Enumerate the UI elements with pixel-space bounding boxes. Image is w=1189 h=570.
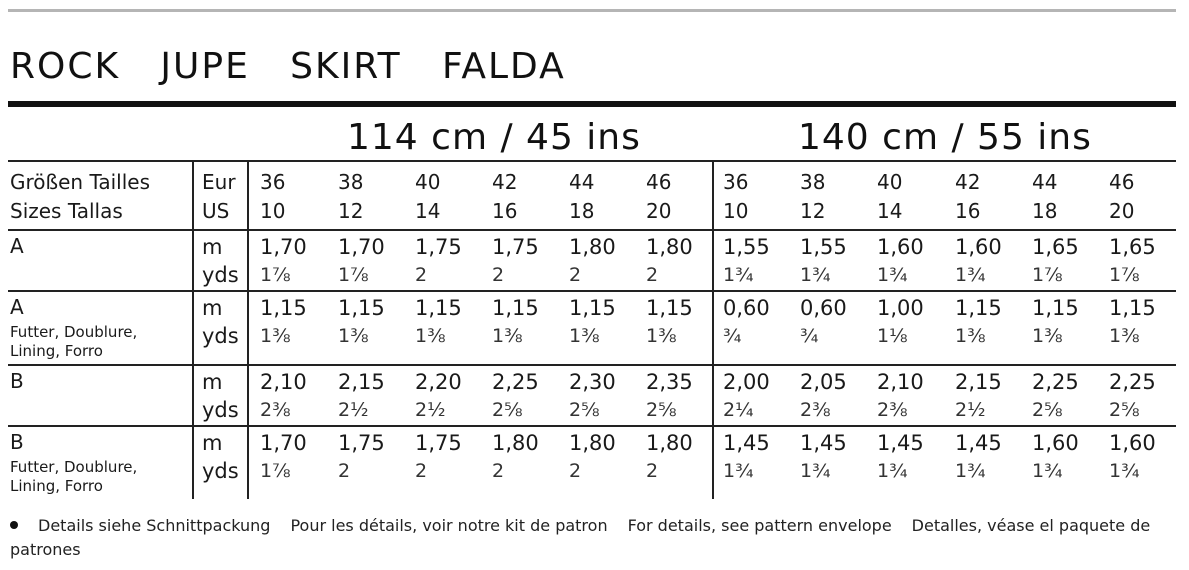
meters-value: 1,80 (492, 431, 539, 455)
meters-value: 1,65 (1032, 235, 1079, 259)
eur-size: 42 (955, 170, 981, 194)
row-sublabel: Futter, Doublure, (10, 458, 138, 476)
title-underline (8, 101, 1176, 107)
meters-value: 1,45 (800, 431, 847, 455)
meters-value: 1,75 (415, 235, 462, 259)
yards-value: 2 (569, 460, 582, 482)
yards-value: 1⅞ (260, 264, 291, 286)
meters-value: 1,75 (415, 431, 462, 455)
meters-value: 1,70 (260, 235, 307, 259)
meters-value: 1,55 (723, 235, 770, 259)
meters-value: 1,15 (260, 296, 307, 320)
yards-value: 1¾ (877, 264, 908, 286)
yards-value: 2 (646, 264, 659, 286)
row-sublabel: Lining, Forro (10, 477, 103, 495)
meters-value: 1,15 (569, 296, 616, 320)
yards-value: 2½ (955, 399, 986, 421)
yards-value: ¾ (723, 325, 742, 347)
meters-value: 2,00 (723, 370, 770, 394)
meters-value: 1,75 (338, 431, 385, 455)
header-rule (8, 160, 1176, 162)
us-size: 12 (338, 199, 364, 223)
yards-value: 2½ (338, 399, 369, 421)
us-size: 14 (415, 199, 441, 223)
meters-value: 1,60 (877, 235, 924, 259)
yards-value: 1⅜ (1032, 325, 1063, 347)
meters-value: 1,70 (338, 235, 385, 259)
meters-value: 2,25 (1109, 370, 1156, 394)
eur-size: 42 (492, 170, 518, 194)
size-system-us: US (202, 199, 230, 223)
width-divider (712, 160, 714, 499)
meters-value: 2,15 (338, 370, 385, 394)
footer-es: Detalles, véase el paquete de patrones (10, 516, 1151, 559)
yards-value: 1¾ (800, 264, 831, 286)
meters-value: 1,15 (1032, 296, 1079, 320)
meters-value: 1,60 (1032, 431, 1079, 455)
yards-value: 2⅝ (1109, 399, 1140, 421)
meters-value: 0,60 (723, 296, 770, 320)
eur-size: 44 (569, 170, 595, 194)
yards-value: 2½ (415, 399, 446, 421)
yards-value: 1¾ (723, 264, 754, 286)
us-size: 18 (569, 199, 595, 223)
fabric-width-114: 114 cm / 45 ins (347, 117, 641, 158)
eur-size: 46 (646, 170, 672, 194)
yards-value: 1⅜ (646, 325, 677, 347)
yards-value: 1⅜ (338, 325, 369, 347)
yards-value: 2⅝ (1032, 399, 1063, 421)
row-rule (8, 425, 1176, 427)
us-size: 10 (723, 199, 749, 223)
eur-size: 36 (260, 170, 286, 194)
meters-value: 1,80 (569, 431, 616, 455)
eur-size: 36 (723, 170, 749, 194)
footer-fr: Pour les détails, voir notre kit de patron (290, 516, 608, 535)
fabric-width-140: 140 cm / 55 ins (798, 117, 1092, 158)
meters-value: 2,10 (260, 370, 307, 394)
footer-note (10, 514, 1160, 562)
unit-meters: m (202, 370, 223, 394)
meters-value: 2,25 (492, 370, 539, 394)
unit-yards: yds (202, 263, 239, 287)
yards-value: 2 (492, 460, 505, 482)
yards-value: 1¾ (1109, 460, 1140, 482)
meters-value: 1,15 (415, 296, 462, 320)
footer-de: Details siehe Schnittpackung (38, 516, 271, 535)
yards-value: 2⅝ (646, 399, 677, 421)
unit-meters: m (202, 296, 223, 320)
unit-yards: yds (202, 398, 239, 422)
us-size: 12 (800, 199, 826, 223)
yards-value: 1¾ (955, 460, 986, 482)
yards-value: 1⅜ (492, 325, 523, 347)
yards-value: 1⅜ (1109, 325, 1140, 347)
meters-value: 2,10 (877, 370, 924, 394)
meters-value: 1,00 (877, 296, 924, 320)
meters-value: 1,75 (492, 235, 539, 259)
meters-value: 2,25 (1032, 370, 1079, 394)
meters-value: 1,45 (955, 431, 1002, 455)
us-size: 18 (1032, 199, 1058, 223)
meters-value: 1,55 (800, 235, 847, 259)
meters-value: 1,45 (877, 431, 924, 455)
meters-value: 1,60 (1109, 431, 1156, 455)
eur-size: 38 (800, 170, 826, 194)
meters-value: 2,30 (569, 370, 616, 394)
yards-value: 1⅜ (569, 325, 600, 347)
yards-value: ¾ (800, 325, 819, 347)
meters-value: 2,15 (955, 370, 1002, 394)
meters-value: 1,15 (492, 296, 539, 320)
row-sublabel: Lining, Forro (10, 342, 103, 360)
unit-yards: yds (202, 459, 239, 483)
row-label: B (10, 369, 24, 393)
yards-value: 2⅜ (800, 399, 831, 421)
row-rule (8, 364, 1176, 366)
yards-value: 1¾ (1032, 460, 1063, 482)
us-size: 14 (877, 199, 903, 223)
meters-value: 0,60 (800, 296, 847, 320)
meters-value: 2,20 (415, 370, 462, 394)
yards-value: 1⅞ (338, 264, 369, 286)
meters-value: 1,15 (955, 296, 1002, 320)
us-size: 20 (646, 199, 672, 223)
yards-value: 1⅜ (955, 325, 986, 347)
unit-meters: m (202, 235, 223, 259)
eur-size: 44 (1032, 170, 1058, 194)
row-rule (8, 229, 1176, 231)
meters-value: 1,80 (646, 431, 693, 455)
page-title: ROCK JUPE SKIRT FALDA (10, 46, 566, 87)
us-size: 16 (955, 199, 981, 223)
meters-value: 1,80 (646, 235, 693, 259)
yards-value: 1¾ (955, 264, 986, 286)
yards-value: 1¾ (800, 460, 831, 482)
meters-value: 1,15 (1109, 296, 1156, 320)
row-label: A (10, 295, 24, 319)
yards-value: 1⅜ (415, 325, 446, 347)
eur-size: 38 (338, 170, 364, 194)
meters-value: 2,05 (800, 370, 847, 394)
column-divider (192, 160, 194, 499)
yards-value: 2 (415, 460, 428, 482)
bullet-icon (10, 521, 18, 529)
meters-value: 1,70 (260, 431, 307, 455)
unit-yards: yds (202, 324, 239, 348)
yards-value: 1⅛ (877, 325, 908, 347)
meters-value: 2,35 (646, 370, 693, 394)
us-size: 20 (1109, 199, 1135, 223)
yards-value: 2¼ (723, 399, 754, 421)
eur-size: 46 (1109, 170, 1135, 194)
yards-value: 1¾ (723, 460, 754, 482)
size-label-line1: Größen Tailles (10, 170, 151, 194)
us-size: 10 (260, 199, 286, 223)
row-label: B (10, 430, 24, 454)
top-rule (8, 9, 1176, 12)
yards-value: 2 (569, 264, 582, 286)
yards-value: 1⅞ (1109, 264, 1140, 286)
meters-value: 1,60 (955, 235, 1002, 259)
meters-value: 1,80 (569, 235, 616, 259)
yards-value: 2 (338, 460, 351, 482)
size-label-line2: Sizes Tallas (10, 199, 123, 223)
eur-size: 40 (877, 170, 903, 194)
row-rule (8, 290, 1176, 292)
us-size: 16 (492, 199, 518, 223)
footer-en: For details, see pattern envelope (627, 516, 892, 535)
size-system-eur: Eur (202, 170, 236, 194)
meters-value: 1,65 (1109, 235, 1156, 259)
column-divider (247, 160, 249, 499)
row-label: A (10, 234, 24, 258)
yards-value: 2⅜ (877, 399, 908, 421)
yards-value: 2 (415, 264, 428, 286)
eur-size: 40 (415, 170, 441, 194)
meters-value: 1,15 (338, 296, 385, 320)
yards-value: 2⅜ (260, 399, 291, 421)
yards-value: 1⅜ (260, 325, 291, 347)
meters-value: 1,45 (723, 431, 770, 455)
yards-value: 1⅞ (260, 460, 291, 482)
unit-meters: m (202, 431, 223, 455)
meters-value: 1,15 (646, 296, 693, 320)
yards-value: 2 (492, 264, 505, 286)
yards-value: 2⅝ (569, 399, 600, 421)
yards-value: 1⅞ (1032, 264, 1063, 286)
row-sublabel: Futter, Doublure, (10, 323, 138, 341)
yards-value: 1¾ (877, 460, 908, 482)
yards-value: 2⅝ (492, 399, 523, 421)
yards-value: 2 (646, 460, 659, 482)
